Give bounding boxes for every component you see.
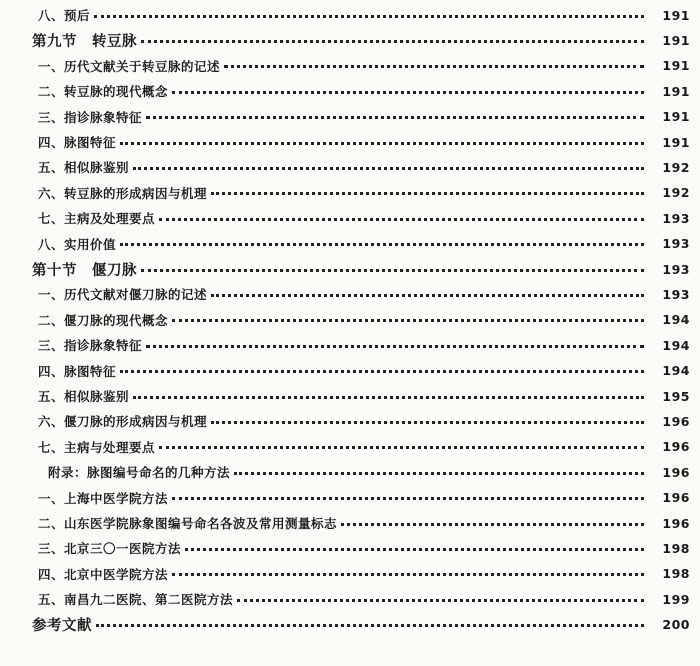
dot-leader xyxy=(133,396,644,399)
toc-page-number: 191 xyxy=(662,32,690,48)
toc-page-number: 193 xyxy=(662,286,690,302)
toc-page-number: 194 xyxy=(662,312,690,328)
dot-leader xyxy=(141,40,644,43)
toc-entry-title: 五、南昌九二医院、第二医院方法 xyxy=(38,592,234,608)
toc-entry xyxy=(0,587,700,611)
toc-page-number: 193 xyxy=(662,261,690,277)
toc-page-number: 196 xyxy=(662,413,690,429)
toc-entry xyxy=(0,155,700,179)
toc-entry-title: 六、偃刀脉的形成病因与机理 xyxy=(38,414,208,430)
toc-entry-title: 二、山东医学院脉象图编号命名各波及常用测量标志 xyxy=(38,516,338,531)
dot-leader xyxy=(224,65,644,68)
toc-entry-title: 四、脉图特征 xyxy=(38,135,117,150)
toc-entry-title: 七、主病及处理要点 xyxy=(38,211,156,227)
toc-entry xyxy=(0,562,700,586)
toc-entry xyxy=(0,105,700,129)
dot-leader xyxy=(211,192,644,195)
toc-entry xyxy=(0,486,700,510)
toc-page-number: 193 xyxy=(662,210,690,226)
toc-entry xyxy=(0,206,700,230)
toc-page-number: 200 xyxy=(662,617,690,633)
toc-section-heading xyxy=(0,613,700,637)
toc-entry-title: 二、转豆脉的现代概念 xyxy=(38,84,169,100)
toc-entry xyxy=(0,79,700,103)
dot-leader xyxy=(159,446,644,449)
toc-entry-title: 一、历代文献对偃刀脉的记述 xyxy=(38,287,208,303)
dot-leader xyxy=(172,91,644,94)
toc-page-number: 198 xyxy=(662,566,690,582)
toc-entry-title: 第十节 偃刀脉 xyxy=(32,262,137,279)
toc-entry xyxy=(0,181,700,205)
toc-entry xyxy=(0,232,700,256)
dot-leader xyxy=(211,421,644,424)
toc-entry xyxy=(0,3,700,27)
toc-entry xyxy=(0,409,700,433)
toc-entry-title: 二、偃刀脉的现代概念 xyxy=(38,312,169,328)
toc-entry-title: 七、主病与处理要点 xyxy=(38,439,156,455)
toc-entry xyxy=(0,308,700,332)
toc-section-heading xyxy=(0,257,700,281)
toc-entry xyxy=(0,130,700,154)
toc-page-number: 194 xyxy=(662,337,690,353)
toc-entry-title: 附录：脉图编号命名的几种方法 xyxy=(48,465,231,481)
toc-entry-title: 三、指诊脉象特征 xyxy=(38,109,143,125)
dot-leader xyxy=(146,116,644,119)
toc-entry-title: 四、北京中医学院方法 xyxy=(38,566,169,582)
toc-entry-title: 一、历代文献关于转豆脉的记述 xyxy=(38,58,221,74)
toc-entry-title: 八、预后 xyxy=(38,8,91,23)
dot-leader xyxy=(146,345,644,348)
toc-page-number: 196 xyxy=(662,464,690,480)
toc-page-number: 196 xyxy=(662,515,690,531)
toc-entry-title: 五、相似脉鉴别 xyxy=(38,160,130,176)
toc-entry xyxy=(0,511,700,535)
toc-entry xyxy=(0,333,700,357)
toc-page-number: 192 xyxy=(662,185,690,201)
dot-leader xyxy=(120,142,644,145)
toc-page-number: 196 xyxy=(662,490,690,506)
toc-page-number: 192 xyxy=(662,159,690,175)
dot-leader xyxy=(185,548,644,551)
dot-leader xyxy=(172,319,644,322)
toc-page-number: 191 xyxy=(662,134,690,150)
toc-entry xyxy=(0,384,700,408)
dot-leader xyxy=(96,624,644,627)
toc-page-number: 191 xyxy=(662,7,690,23)
toc-entry xyxy=(0,536,700,560)
toc-page-number: 194 xyxy=(662,363,690,379)
toc-page-number: 193 xyxy=(662,236,690,252)
toc-entry xyxy=(0,282,700,306)
toc-entry-title: 八、实用价值 xyxy=(38,236,117,252)
toc-entry-title: 三、北京三〇一医院方法 xyxy=(38,541,182,557)
toc-entry-title: 一、上海中医学院方法 xyxy=(38,490,169,506)
toc-page-number: 198 xyxy=(662,540,690,556)
toc-entry-title: 三、指诊脉象特征 xyxy=(38,338,143,354)
dot-leader xyxy=(172,573,644,576)
toc-entry xyxy=(0,359,700,383)
toc-page-number: 195 xyxy=(662,388,690,404)
dot-leader xyxy=(141,269,644,272)
dot-leader xyxy=(159,218,644,221)
toc-page-number: 196 xyxy=(662,439,690,455)
toc-section-heading xyxy=(0,28,700,52)
dot-leader xyxy=(234,472,644,475)
dot-leader xyxy=(133,167,644,170)
dot-leader xyxy=(341,523,644,526)
dot-leader xyxy=(172,497,644,500)
toc-entry-title: 六、转豆脉的形成病因与机理 xyxy=(38,185,208,201)
dot-leader xyxy=(211,294,644,297)
dot-leader xyxy=(94,15,644,18)
dot-leader xyxy=(120,243,644,246)
toc-entry-title: 第九节 转豆脉 xyxy=(32,33,137,50)
dot-leader xyxy=(120,370,644,373)
toc-entry xyxy=(0,54,700,78)
toc-page-number: 199 xyxy=(662,591,690,607)
toc-entry-title: 四、脉图特征 xyxy=(38,363,117,379)
toc-page-number: 191 xyxy=(662,83,690,99)
toc-entry-title: 五、相似脉鉴别 xyxy=(38,389,130,404)
toc-page-number: 191 xyxy=(662,109,690,125)
toc-entry-title: 参考文献 xyxy=(32,618,92,635)
toc-entry xyxy=(0,435,700,459)
dot-leader xyxy=(237,599,644,602)
toc-appendix-entry xyxy=(0,460,700,484)
toc-page-number: 191 xyxy=(662,58,690,74)
